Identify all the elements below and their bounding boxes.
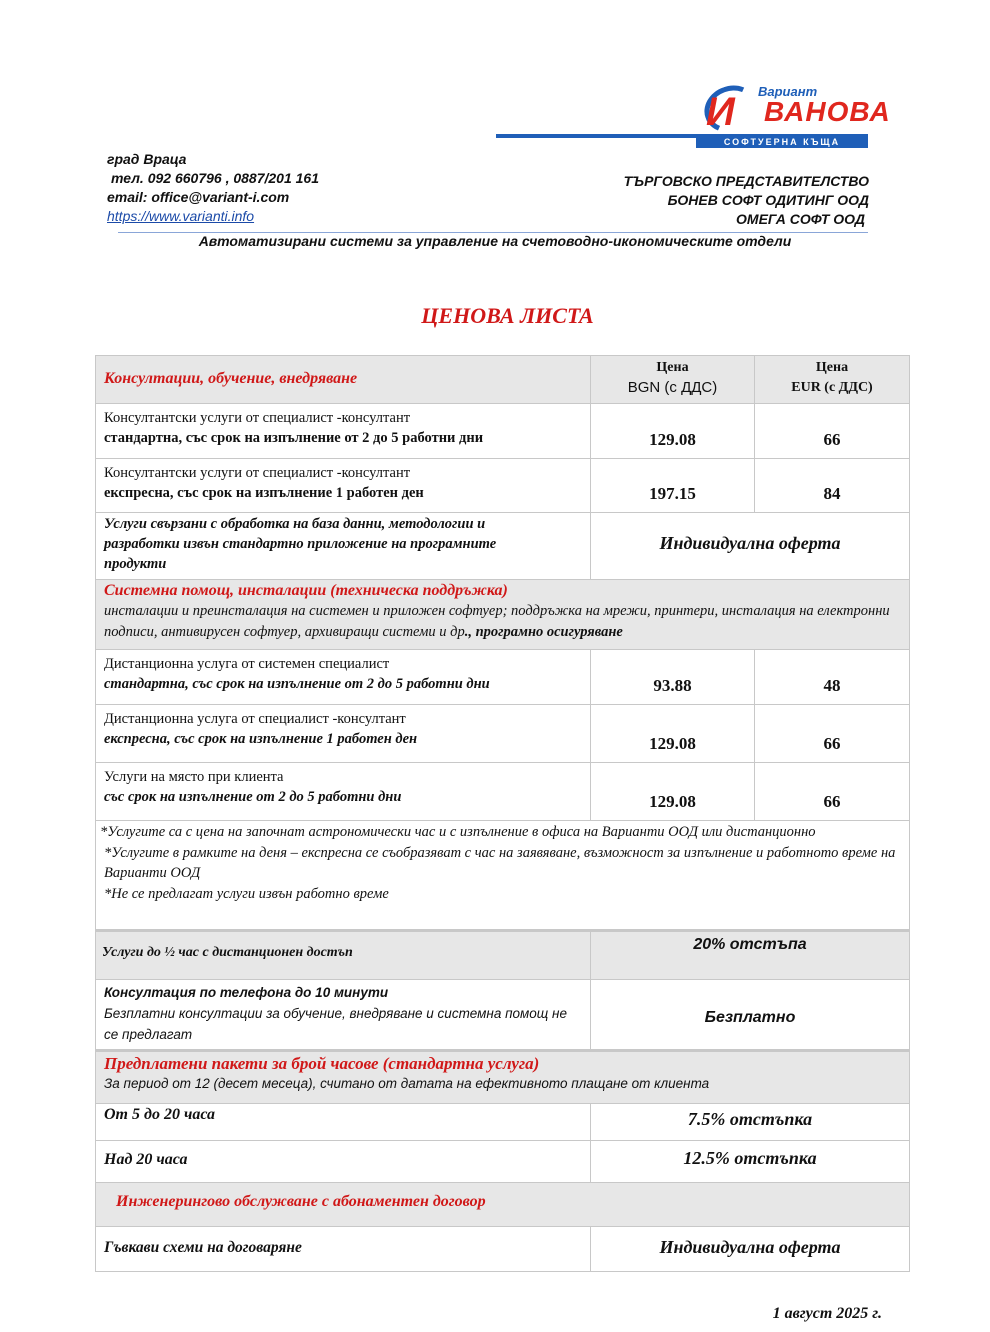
table-row: Дистанционна услуга от системен специалист стандартна, със срок на изпълнение от 2 до 5 работни дни 93.88 48	[96, 650, 909, 705]
logo-sub: Вариант	[758, 84, 818, 99]
free-value: Безплатно	[590, 980, 909, 1049]
discount-value: 20% отстъпа	[590, 932, 909, 979]
phone: тел. 092 660796 , 0887/201 161	[111, 170, 319, 186]
section-engineering-header	[96, 1183, 909, 1227]
contact-block	[107, 150, 319, 226]
table-row-phone-consult: Консултация по телефона до 10 минути Безплатни консултации за обучение, внедряване и системна помощ не се предлагат Безплатно	[96, 980, 909, 1052]
discount-value: 7.5% отстъпка	[590, 1104, 909, 1140]
note: *Не се предлагат услуги извън работно време	[104, 885, 389, 902]
note: *Услугите в рамките на деня – експресна се съобразяват с час на заявяване, възможност за изпълнение и работното време на Варианти ООД	[104, 844, 896, 881]
price-eur: 66	[823, 792, 841, 811]
table-row: Услуги на място при клиента със срок на изпълнение от 2 до 5 работни дни 129.08 66	[96, 763, 909, 821]
section-support-header: Системна помощ, инсталации (техническа поддръжка) инсталации и преинсталация на системен и приложен софтуер; поддръжка на мрежи, принтери, инсталация на електронни подписи, антивирусен софтуер, архивиращи системи и др., програмно осигуряване	[96, 580, 909, 650]
rep-company2: ОМЕГА СОФТ ООД	[736, 211, 865, 227]
website-link[interactable]: https://www.varianti.info	[107, 208, 255, 224]
col-bgn-header: Цена BGN (с ДДС)	[590, 356, 754, 403]
table-row-data-services: Услуги свързани с обработка на база данни, методологии и разработки извън стандартно приложение на програмните продукти Индивидуална оферта	[96, 513, 909, 580]
rep-company1: БОНЕВ СОФТ ОДИТИНГ ООД	[667, 192, 869, 208]
notes-block	[96, 821, 909, 932]
section-desc: инсталации и преинсталация на системен и приложен софтуер; поддръжка на мрежи, принтери, инсталация на електронни подписи, антивирусен софтуер, архивиращи системи и др	[104, 603, 890, 640]
document-date: 1 август 2025 г.	[772, 1305, 882, 1322]
price-bgn: 129.08	[649, 734, 696, 753]
table-row: Дистанционна услуга от специалист -консултант експресна, със срок на изпълнение 1 работен ден 129.08 66	[96, 705, 909, 763]
logo-tagline: СОФТУЕРНА КЪЩА	[696, 136, 868, 148]
col-eur-header: Цена EUR (с ДДС)	[754, 356, 909, 403]
table-row-half-hour: Услуги до ½ час с дистанционен достъп 20% отстъпа	[96, 932, 909, 980]
email[interactable]: email: office@variant-i.com	[107, 189, 290, 205]
table-row-package: От 5 до 20 часа 7.5% отстъпка	[96, 1104, 909, 1141]
city: град Враца	[107, 151, 187, 167]
price-eur: 66	[823, 430, 841, 449]
company-logo	[496, 84, 891, 148]
note: *Услугите са с цена на започнат астрономически час и с изпълнение в офиса на Варианти ООД или дистанционно	[100, 824, 816, 840]
price-bgn: 129.08	[649, 430, 696, 449]
price-eur: 84	[823, 484, 841, 503]
header-tagline: Автоматизирани системи за управление на счетоводно-икономическите отдели	[198, 233, 792, 249]
table-row: Консултантски услуги от специалист -консултант експресна, със срок на изпълнение 1 работен ден 197.15 84	[96, 459, 909, 513]
section-title: Инженерингово обслужване с абонаментен договор	[116, 1193, 486, 1210]
table-row-package: Над 20 часа 12.5% отстъпка	[96, 1141, 909, 1183]
individual-offer: Индивидуална оферта	[590, 513, 909, 579]
page-title: ЦЕНОВА ЛИСТА	[421, 303, 594, 328]
section-title: Системна помощ, инсталации (техническа поддръжка)	[104, 582, 508, 599]
price-table	[95, 355, 910, 1272]
section-title: Предплатени пакети за брой часове (стандартна услуга)	[104, 1054, 540, 1073]
table-row: Консултантски услуги от специалист -консултант стандартна, със срок на изпълнение от 2 до 5 работни дни 129.08 66	[96, 404, 909, 459]
section-title: Консултации, обучение, внедряване	[104, 370, 358, 387]
section-consulting-header	[96, 356, 909, 404]
logo-main: ВАНОВА	[764, 96, 891, 127]
price-eur: 48	[823, 676, 841, 695]
logo-letter: И	[706, 90, 735, 134]
section-desc: За период от 12 (десет месеца), считано от датата на ефективното плащане от клиента	[104, 1076, 710, 1091]
price-eur: 66	[823, 734, 841, 753]
section-prepaid-header	[96, 1052, 909, 1104]
representation-block	[624, 172, 869, 229]
individual-offer: Индивидуална оферта	[590, 1227, 909, 1271]
discount-value: 12.5% отстъпка	[590, 1141, 909, 1182]
rep-title: ТЪРГОВСКО ПРЕДСТАВИТЕЛСТВО	[623, 173, 869, 189]
price-bgn: 197.15	[649, 484, 696, 503]
price-bgn: 93.88	[653, 676, 692, 695]
price-bgn: 129.08	[649, 792, 696, 811]
table-row-flex: Гъвкави схеми на договаряне Индивидуална оферта	[96, 1227, 909, 1271]
